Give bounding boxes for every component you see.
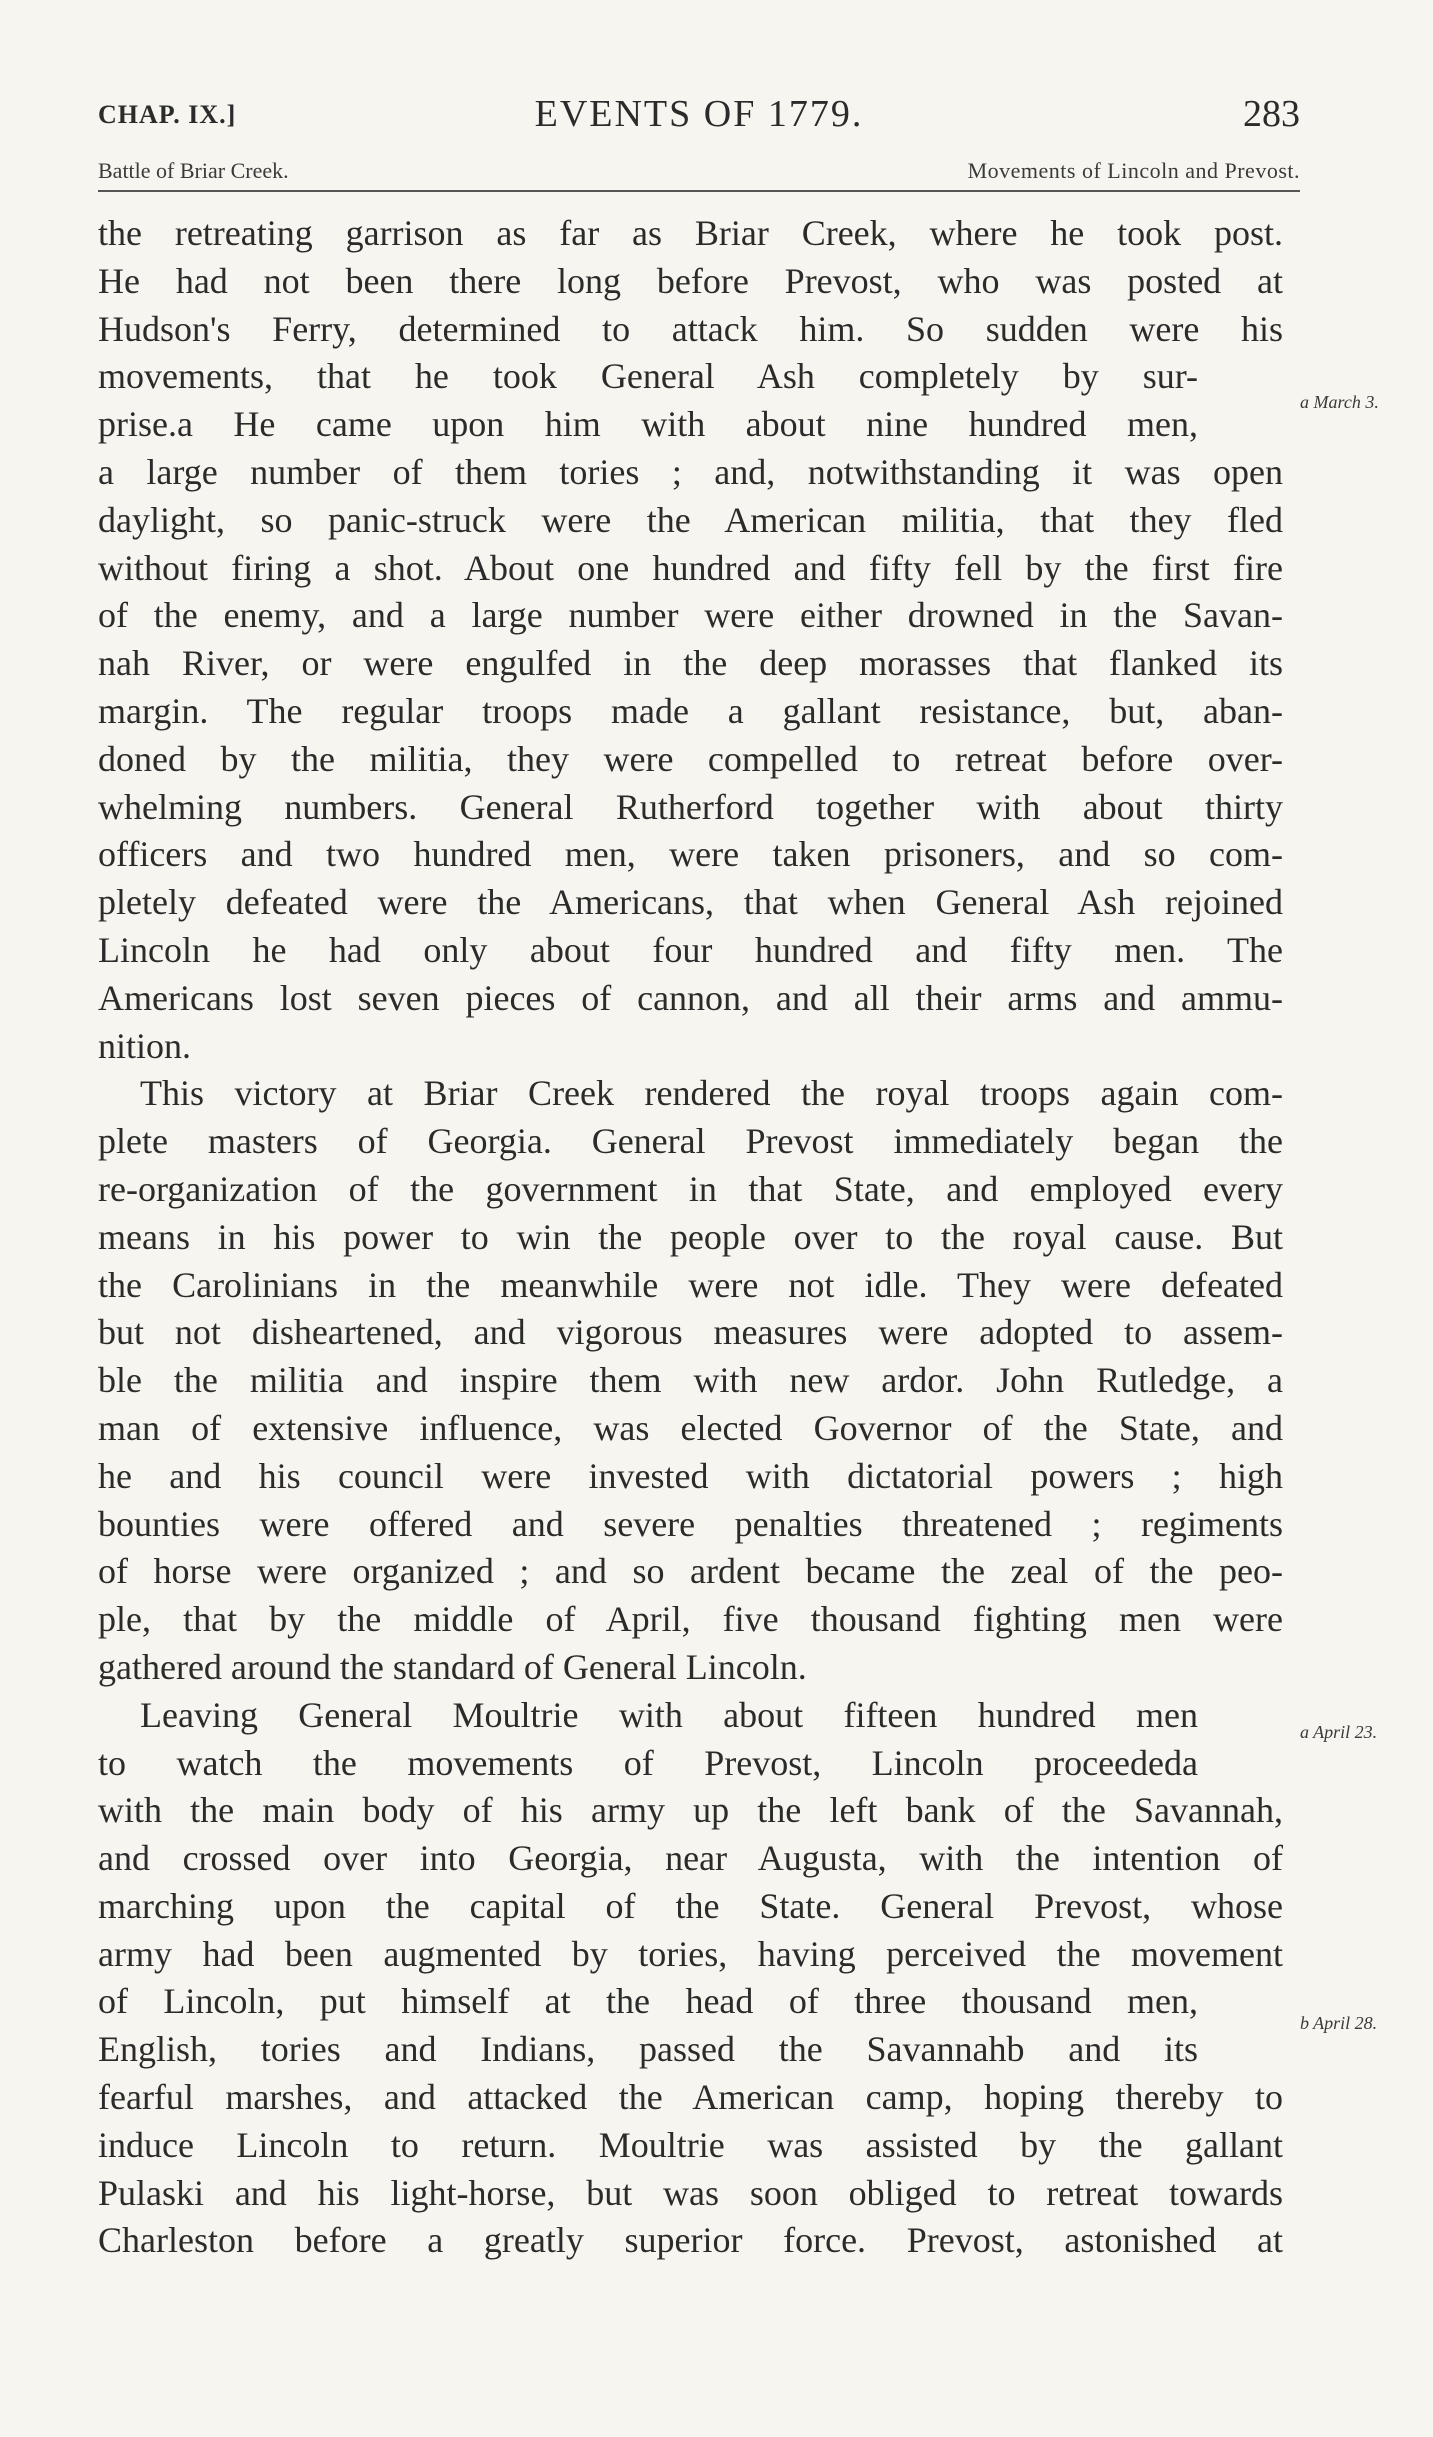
text-line: margin. The regular troops made a gallant resistance, but, aban- [98,690,1283,731]
text-line: fearful marshes, and attacked the American camp, hoping thereby to [98,2077,1283,2118]
text-line: gathered around the standard of General Lincoln. [98,1646,807,1687]
margin-note-april-28: b April 28. [1300,2013,1378,2033]
text-line: with the main body of his army up the left bank of the Savannah, [98,1790,1283,1831]
subheader-left: Battle of Briar Creek. [98,158,289,183]
text-line: the Carolinians in the meanwhile were not idle. They were defeated [98,1264,1283,1305]
text-line: This victory at Briar Creek rendered the royal troops again com- [140,1073,1283,1114]
header-rule [98,190,1300,192]
text-line: Americans lost seven pieces of cannon, and all their arms and ammu- [98,977,1283,1018]
text-line: of the enemy, and a large number were either drowned in the Savan- [98,595,1283,636]
text-line: bounties were offered and severe penalties threatened ; regiments [98,1503,1283,1544]
page-title: EVENTS OF 1779. [534,93,864,135]
text-line: re-organization of the government in that State, and employed every [98,1168,1283,1209]
text-line: Charleston before a greatly superior force. Prevost, astonished at [98,2220,1283,2261]
text-line: movements, that he took General Ash completely by sur- [98,356,1198,397]
text-line: army had been augmented by tories, having perceived the movement [98,1933,1283,1974]
margin-note-march: a March 3. [1300,392,1379,412]
text-line: English, tories and Indians, passed the Savannahb and its [98,2029,1198,2070]
text-line: marching upon the capital of the State. General Prevost, whose [98,1885,1283,1926]
text-line: of horse were organized ; and so ardent became the zeal of the peo- [98,1551,1283,1592]
text-line: ple, that by the middle of April, five thousand fighting men were [98,1599,1283,1640]
text-line: a large number of them tories ; and, notwithstanding it was open [98,451,1283,492]
text-line: to watch the movements of Prevost, Lincoln proceededa [98,1742,1198,1783]
text-line: He had not been there long before Prevost, who was posted at [98,260,1283,301]
margin-note-april-23: a April 23. [1300,1722,1378,1742]
chapter-label: CHAP. IX.] [98,100,237,129]
text-line: nition. [98,1025,192,1066]
body-text [98,210,1283,2265]
text-line: doned by the militia, they were compelled to retreat before over- [98,738,1283,779]
text-line: Lincoln he had only about four hundred and fifty men. The [98,929,1283,970]
text-line: Leaving General Moultrie with about fifteen hundred men [140,1694,1198,1735]
text-line: nah River, or were engulfed in the deep morasses that flanked its [98,643,1283,684]
text-line: prise.a He came upon him with about nine hundred men, [98,404,1198,445]
text-line: officers and two hundred men, were taken prisoners, and so com- [98,834,1283,875]
text-line: pletely defeated were the Americans, that when General Ash rejoined [98,882,1283,923]
text-line: Pulaski and his light-horse, but was soon obliged to retreat towards [98,2172,1283,2213]
text-line: man of extensive influence, was elected Governor of the State, and [98,1407,1283,1448]
text-line: Hudson's Ferry, determined to attack him. So sudden were his [98,308,1283,349]
text-line: plete masters of Georgia. General Prevost immediately began the [98,1121,1283,1162]
text-line: ble the militia and inspire them with new ardor. John Rutledge, a [98,1360,1283,1401]
text-line: he and his council were invested with dictatorial powers ; high [98,1455,1283,1496]
text-line: but not disheartened, and vigorous measures were adopted to assem- [98,1312,1283,1353]
text-line: without firing a shot. About one hundred and fifty fell by the first fire [98,547,1283,588]
text-line: means in his power to win the people over to the royal cause. But [98,1216,1283,1257]
text-line: whelming numbers. General Rutherford together with about thirty [98,786,1283,827]
text-line: induce Lincoln to return. Moultrie was assisted by the gallant [98,2124,1283,2165]
text-line: the retreating garrison as far as Briar Creek, where he took post. [98,213,1283,253]
running-header [98,92,1300,140]
text-line: and crossed over into Georgia, near Augusta, with the intention of [98,1838,1283,1879]
text-line: daylight, so panic-struck were the American militia, that they fled [98,499,1283,540]
subheader-right: Movements of Lincoln and Prevost. [967,158,1300,183]
section-subheader [98,158,1300,188]
text-line: of Lincoln, put himself at the head of three thousand men, [98,1981,1198,2022]
page-number: 283 [1243,93,1300,135]
